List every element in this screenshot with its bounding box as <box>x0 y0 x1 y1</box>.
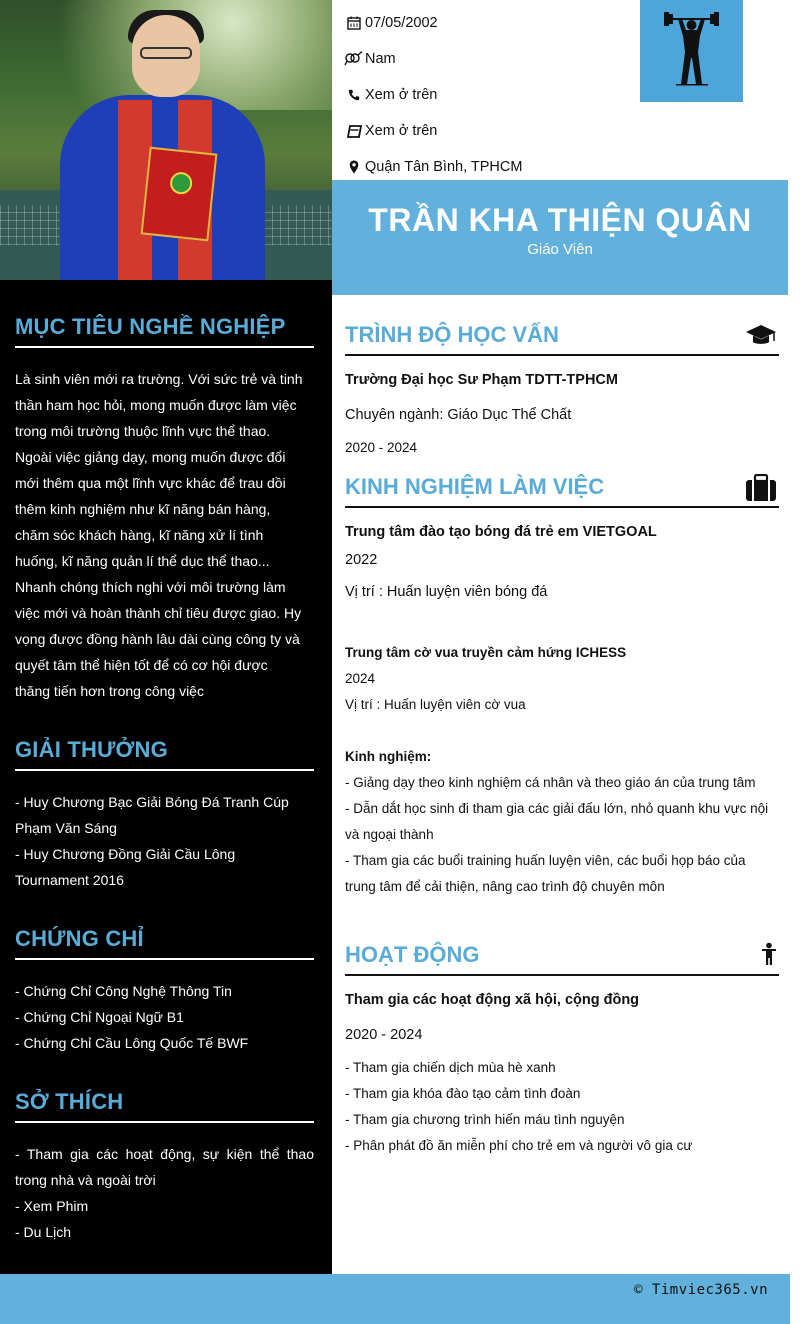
job2-position: Vị trí : Huấn luyện viên cờ vua <box>345 697 526 712</box>
list-item: - Tham gia chiến dịch mùa hè xanh <box>345 1060 556 1075</box>
major: Chuyên ngành: Giáo Dục Thể Chất <box>345 407 572 423</box>
objective-text: Là sinh viên mới ra trường. Với sức trẻ và tinh thần ham học hỏi, mong muốn được làm việc trong môi trường thuộc lĩnh vực thể thao. Ngoài việc giảng dạy, mong muốn được đổi mới thêm qua một lĩnh vực khác để trau dồi thêm kinh nghiệm như kĩ năng bán hàng, chăm sóc khách hàng, kĩ năng xử lí tình huống, kĩ năng quản lí thể dục thể thao... Nhanh chóng thích nghi với môi trường làm việc mới và hoàn thành chỉ tiêu được giao. Hy vọng được đồng hành lâu dài cùng công ty và quyết tâm thể hiện tốt để có cơ hội được thăng tiến hơn trong công việc <box>15 371 303 699</box>
address-row <box>344 157 522 177</box>
sidebar <box>0 0 332 1274</box>
profile-photo <box>0 0 332 280</box>
calendar-icon <box>344 16 364 30</box>
job2-year: 2024 <box>345 671 376 686</box>
job1-company: Trung tâm đào tạo bóng đá trẻ em VIETGOAL <box>345 524 657 540</box>
awards-list: - Huy Chương Bạc Giải Bóng Đá Tranh Cúp Phạm Văn Sáng - Huy Chương Đồng Giải Cầu Lông Tournament 2016 <box>15 794 289 888</box>
awards-title: GIẢI THƯỞNG <box>15 737 314 771</box>
certificates-section <box>15 926 314 1056</box>
certificates-title: CHỨNG CHỈ <box>15 926 314 960</box>
hobbies-section <box>15 1089 314 1245</box>
briefcase-icon <box>745 474 777 508</box>
email-value: Xem ở trên <box>365 123 438 139</box>
skills-line: - Dẫn dắt học sinh đi tham gia các giải đấu lớn, nhỏ quanh khu vực nội <box>345 801 769 816</box>
education-title: TRÌNH ĐỘ HỌC VẤN <box>345 322 779 356</box>
objective-section <box>15 314 314 704</box>
education-section <box>345 322 779 461</box>
address-value: Quận Tân Bình, TPHCM <box>365 159 523 175</box>
name-banner <box>332 180 788 295</box>
activities-title: HOẠT ĐỘNG <box>345 942 779 976</box>
activities-heading: Tham gia các hoạt động xã hội, cộng đồng <box>345 992 640 1008</box>
list-item: - Tham gia khóa đào tạo cảm tình đoàn <box>345 1086 581 1101</box>
person-icon <box>761 942 777 972</box>
job-title: Giáo Viên <box>527 241 593 258</box>
weightlifter-logo <box>640 0 743 102</box>
phone-icon <box>344 89 364 101</box>
experience-section <box>345 474 779 900</box>
gender-value: Nam <box>365 51 396 67</box>
education-period: 2020 - 2024 <box>345 440 418 455</box>
skills-line: - Giảng dạy theo kinh nghiệm cá nhân và theo giáo án của trung tâm <box>345 775 756 790</box>
gender-icon <box>344 51 364 67</box>
experience-title: KINH NGHIỆM LÀM VIỆC <box>345 474 779 508</box>
footer-brand: © Timviec365.vn <box>634 1282 768 1298</box>
location-icon <box>344 160 364 174</box>
email-icon <box>344 125 364 138</box>
job2-company: Trung tâm cờ vua truyền cảm hứng ICHESS <box>345 645 627 660</box>
hobbies-list: - Tham gia các hoạt động, sự kiện thể thao trong nhà và ngoài trời - Xem Phim - Du Lịch <box>15 1146 314 1240</box>
certificates-list: - Chứng Chỉ Công Nghệ Thông Tin - Chứng Chỉ Ngoại Ngữ B1 - Chứng Chỉ Cầu Lông Quốc Tế BWF <box>15 983 249 1051</box>
dob-value: 07/05/2002 <box>365 15 438 31</box>
skills-line: - Tham gia các buổi training huấn luyện viên, các buổi họp báo của <box>345 853 746 868</box>
awards-section <box>15 737 314 893</box>
skills-line: và ngoại thành <box>345 827 434 842</box>
activities-period: 2020 - 2024 <box>345 1027 423 1043</box>
footer <box>0 1274 790 1324</box>
full-name: TRẦN KHA THIỆN QUÂN <box>368 202 752 238</box>
school-name: Trường Đại học Sư Phạm TDTT-TPHCM <box>345 372 618 388</box>
list-item: - Phân phát đồ ăn miễn phí cho trẻ em và người vô gia cư <box>345 1138 693 1153</box>
activities-list <box>345 1055 779 1159</box>
objective-title: MỤC TIÊU NGHỀ NGHIỆP <box>15 314 314 348</box>
job1-position: Vị trí : Huấn luyện viên bóng đá <box>345 584 548 600</box>
list-item: - Tham gia chương trình hiến máu tình nguyện <box>345 1112 625 1127</box>
skills-line: trung tâm để cải thiện, nâng cao trình độ chuyên môn <box>345 879 665 894</box>
job1-year: 2022 <box>345 552 378 568</box>
phone-row <box>344 85 437 105</box>
contact-info <box>332 0 632 180</box>
skills-title: Kinh nghiệm: <box>345 749 432 764</box>
graduation-cap-icon <box>745 322 777 354</box>
email-row <box>344 121 437 141</box>
activities-section <box>345 942 779 1159</box>
hobbies-title: SỞ THÍCH <box>15 1089 314 1123</box>
gender-row <box>344 49 396 69</box>
phone-value: Xem ở trên <box>365 87 438 103</box>
dob-row <box>344 13 438 33</box>
